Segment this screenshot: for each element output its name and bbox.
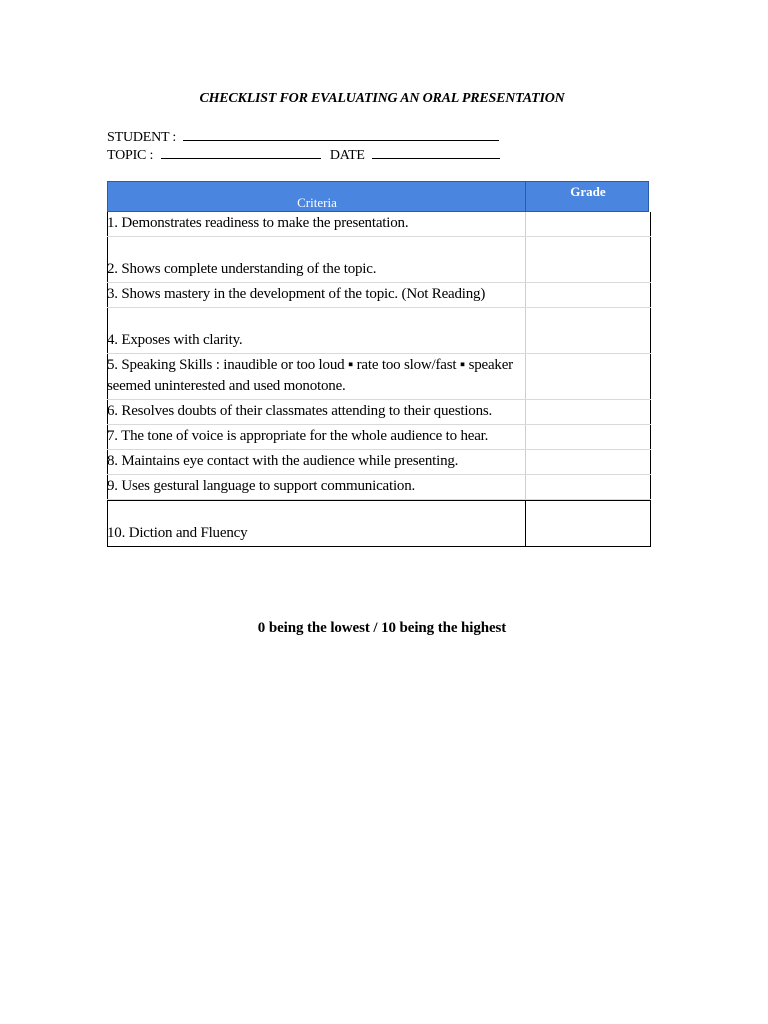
grade-cell[interactable] (525, 308, 650, 353)
date-blank-line[interactable] (372, 146, 500, 159)
topic-label: TOPIC : (107, 148, 154, 163)
date-label: DATE (329, 148, 365, 163)
grade-cell[interactable] (525, 400, 650, 424)
table-row (107, 500, 651, 547)
criteria-cell: 2. Shows complete understanding of the topic. (107, 261, 377, 277)
criteria-cell: 1. Demonstrates readiness to make the presentation. (107, 215, 409, 231)
grade-cell[interactable] (525, 283, 650, 307)
criteria-cell: 5. Speaking Skills : inaudible or too loud ▪ rate too slow/fast ▪ speaker seemed uninterested and used monotone. (107, 357, 513, 394)
table-row (107, 475, 651, 500)
criteria-cell: 9. Uses gestural language to support communication. (107, 478, 416, 494)
topic-blank-line[interactable] (161, 146, 321, 159)
criteria-table-body (107, 212, 651, 547)
table-row (107, 308, 651, 354)
document-title: CHECKLIST FOR EVALUATING AN ORAL PRESENTATION (199, 91, 565, 106)
header-grade: Grade (570, 184, 606, 199)
table-row (107, 450, 651, 475)
criteria-cell: 10. Diction and Fluency (107, 525, 248, 541)
criteria-cell: 3. Shows mastery in the development of the topic. (Not Reading) (107, 286, 486, 302)
table-row (107, 237, 651, 283)
topic-date-field (107, 146, 500, 164)
table-row (107, 354, 651, 400)
criteria-cell: 8. Maintains eye contact with the audience while presenting. (107, 453, 459, 469)
student-label: STUDENT : (107, 130, 177, 145)
table-row (107, 283, 651, 308)
table-row (107, 425, 651, 450)
grading-scale-note: 0 being the lowest / 10 being the highest (257, 620, 507, 636)
student-field (107, 128, 499, 146)
criteria-cell: 4. Exposes with clarity. (107, 332, 243, 348)
grade-cell[interactable] (525, 425, 650, 449)
table-row (107, 400, 651, 425)
grade-cell[interactable] (525, 501, 650, 546)
header-criteria: Criteria (297, 195, 337, 210)
criteria-cell: 7. The tone of voice is appropriate for the whole audience to hear. (107, 428, 489, 444)
grade-cell[interactable] (525, 475, 650, 499)
student-blank-line[interactable] (183, 128, 499, 141)
grade-cell[interactable] (525, 450, 650, 474)
grade-cell[interactable] (525, 212, 650, 236)
table-header (107, 181, 649, 212)
criteria-cell: 6. Resolves doubts of their classmates attending to their questions. (107, 403, 493, 419)
grade-cell[interactable] (525, 354, 650, 399)
table-row (107, 212, 651, 237)
grade-cell[interactable] (525, 237, 650, 282)
